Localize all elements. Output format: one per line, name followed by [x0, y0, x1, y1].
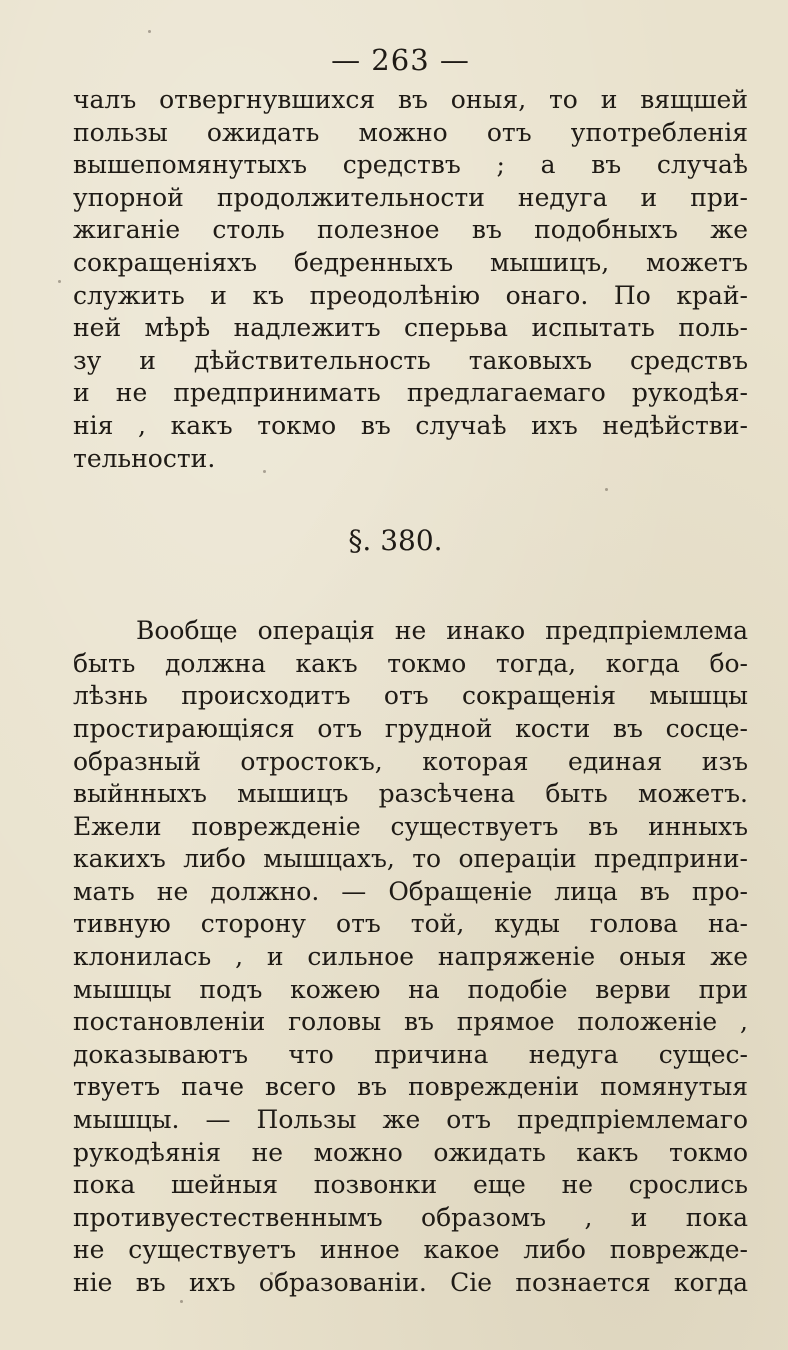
text-line: твуетъ паче всего въ поврежденіи помянутыя: [73, 1072, 748, 1102]
text-line: мышцы подъ кожею на подобіе верви при: [73, 974, 748, 1004]
paper-speck: [263, 470, 266, 473]
text-line: рукодѣянія не можно ожидать какъ токмо: [73, 1137, 748, 1167]
paper-speck: [148, 30, 151, 33]
section-heading: §. 380.: [348, 524, 443, 558]
top-paragraph: [73, 84, 748, 475]
page-number: — 263 —: [331, 43, 470, 77]
text-line: вышепомянутыхъ средствъ ; а въ случаѣ: [73, 150, 748, 180]
text-line: зу и дѣйствительность таковыхъ средствъ: [73, 345, 748, 375]
text-line: мать не должно. — Обращеніе лица въ про-: [73, 876, 748, 906]
text-line: служить и къ преодолѣнію онаго. По край-: [73, 280, 748, 310]
text-line: противуестественнымъ образомъ , и пока: [73, 1202, 748, 1232]
text-line: пока шейныя позвонки еще не срослись: [73, 1170, 748, 1200]
text-line: клонилась , и сильное напряженіе оныя же: [73, 942, 748, 972]
paper-speck: [270, 1272, 273, 1275]
text-line: доказываютъ что причина недуга сущес-: [73, 1039, 748, 1069]
paper-speck: [180, 1300, 183, 1303]
text-line: нія , какъ токмо въ случаѣ ихъ недѣйстви-: [73, 410, 748, 440]
text-line: быть должна какъ токмо тогда, когда бо-: [73, 648, 748, 678]
text-line: чалъ отвергнувшихся въ оныя, то и вящшей: [73, 85, 748, 114]
text-line: ніе въ ихъ образованіи. Сіе познается когда: [73, 1268, 748, 1297]
paper-speck: [58, 280, 61, 283]
main-paragraph: [73, 615, 748, 1299]
text-line: и не предпринимать предлагаемаго рукодѣя-: [73, 378, 748, 408]
text-line: упорной продолжительности недуга и при-: [73, 182, 748, 212]
text-line: пользы ожидать можно отъ употребленія: [73, 117, 748, 147]
text-line: какихъ либо мышцахъ, то операціи предприни-: [73, 844, 748, 874]
paper-speck: [605, 488, 608, 491]
text-line: лѣзнь происходитъ отъ сокращенія мышцы: [73, 681, 748, 711]
text-line: выйнныхъ мышицъ разсѣчена быть можетъ.: [73, 779, 748, 809]
text-line: мышцы. — Пользы же отъ предпріемлемаго: [73, 1105, 748, 1135]
text-line: тивную сторону отъ той, куды голова на-: [73, 909, 748, 939]
text-line: тельности.: [73, 443, 216, 473]
text-line: сокращеніяхъ бедренныхъ мышицъ, можетъ: [73, 247, 748, 277]
text-line: жиганіе столь полезное въ подобныхъ же: [73, 215, 748, 245]
text-line: простирающіяся отъ грудной кости въ сосце-: [73, 713, 748, 743]
text-line: Ежели поврежденіе существуетъ въ инныхъ: [73, 811, 748, 841]
text-line: постановленіи головы въ прямое положеніе ,: [73, 1007, 748, 1037]
text-line: Вообще операція не инако предпріемлема: [136, 616, 748, 646]
text-line: не существуетъ инное какое либо поврежде-: [73, 1235, 748, 1265]
text-line: ней мѣрѣ надлежитъ сперьва испытать поль-: [73, 313, 748, 343]
text-line: образный отростокъ, которая единая изъ: [73, 746, 748, 776]
